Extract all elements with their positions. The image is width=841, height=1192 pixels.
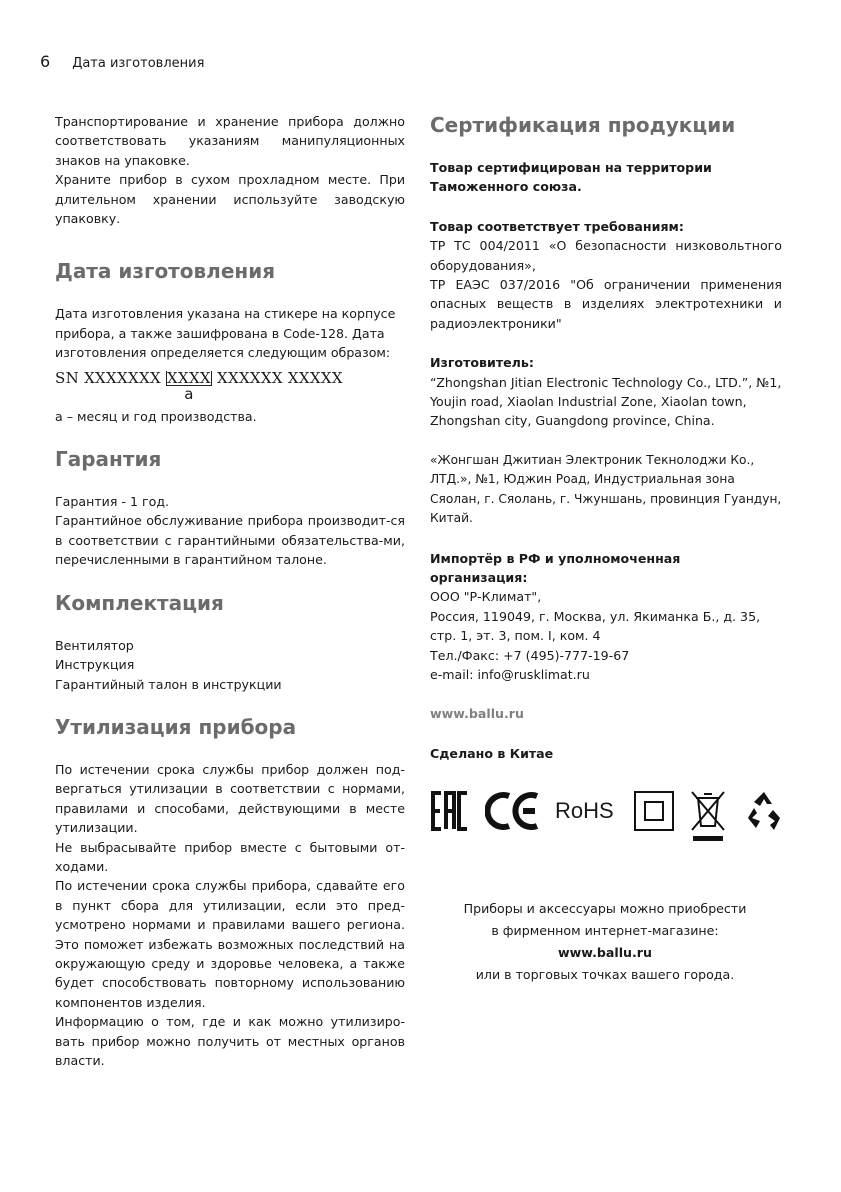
importer-line: стр. 1, эт. 3, пом. I, ком. 4 bbox=[430, 628, 601, 644]
weee-bin-icon bbox=[688, 788, 728, 850]
warranty-line: Гарантия - 1 год. bbox=[55, 494, 170, 510]
kit-item: Вентилятор bbox=[55, 637, 134, 653]
disposal-heading: Утилизация прибора bbox=[55, 714, 297, 739]
importer-line: ООО "Р-Климат", bbox=[430, 589, 542, 605]
requirement: ТР ТС 004/2011 «О безопасности низковольтного оборудования», bbox=[430, 238, 782, 273]
maker-label: Изготовитель: bbox=[430, 355, 534, 371]
shop-line: или в торговых точках вашего города. bbox=[475, 967, 735, 982]
requirements-label: Товар соответствует требованиям: bbox=[430, 218, 684, 234]
recycle-icon bbox=[742, 788, 786, 836]
shop-line: в фирменном интернет-магазине: bbox=[491, 923, 719, 938]
shop-info bbox=[420, 898, 790, 986]
double-insulation-icon bbox=[633, 790, 675, 836]
date-heading: Дата изготовления bbox=[55, 259, 276, 284]
eac-mark bbox=[430, 790, 470, 836]
importer-line: Россия, 119049, г. Москва, ул. Якиманка Б., д. 35, bbox=[430, 608, 761, 624]
kit-item: Гарантийный талон в инструкции bbox=[55, 676, 282, 692]
serial-letter: a bbox=[184, 384, 194, 403]
importer-label: Импортёр в РФ и уполномоченная организация: bbox=[430, 550, 681, 585]
date-text: Дата изготовления указана на стикере на корпусе прибора, а также зашифрована в Code-128. Дата изготовления определяется следующим образом: bbox=[55, 306, 396, 361]
made-in: Сделано в Китае bbox=[430, 745, 554, 761]
requirement: ТР ЕАЭС 037/2016 "Об ограничении применения опасных веществ в изделиях электротехники и радиоэлектроники" bbox=[430, 277, 782, 331]
header-title: Дата изготовления bbox=[72, 56, 205, 71]
certification-marks bbox=[430, 788, 786, 848]
maker-ru: «Жонгшан Джитиан Электроник Текнолоджи Ко., ЛТД.», №1, Юджин Роад, Индустриальная зона Сяолан, г. Сяолань, г. Чжуншань, провинция Гуандун, Китай. bbox=[430, 452, 782, 526]
disposal-text: По истечении срока службы прибор должен под-вергаться утилизации в соответствии с нормами, правилами и способами, действующими в месте утилизации. bbox=[55, 761, 405, 836]
cert-heading: Сертификация продукции bbox=[430, 113, 736, 137]
disposal-text: По истечении срока службы прибора, сдавайте его в пункт сбора для утилизации, если это пред-усмотрено нормами и правилами вашего региона. Это поможет избежать возможных последствий на окружающую среду и здоровье человека, а также будет способствовать повторному использованию компонентов изделия. bbox=[55, 878, 405, 1010]
page-header bbox=[40, 52, 204, 71]
left-column bbox=[55, 112, 405, 1070]
warranty-text: Гарантийное обслуживание прибора производит-ся в соответствии с гарантийными обязательства-ми, перечисленными в гарантийном талоне. bbox=[55, 513, 405, 568]
rohs-mark: RoHS bbox=[555, 798, 614, 823]
importer-email: e-mail: info@rusklimat.ru bbox=[430, 666, 590, 682]
website-link[interactable]: www.ballu.ru bbox=[430, 706, 524, 722]
right-column bbox=[430, 112, 782, 763]
disposal-text: Информацию о том, где и как можно утилизиро-вать прибор можно получить от местных органов власти. bbox=[55, 1014, 405, 1068]
importer-line: Тел./Факс: +7 (495)-777-19-67 bbox=[430, 647, 630, 663]
shop-line: Приборы и аксессуары можно приобрести bbox=[463, 901, 747, 916]
cert-text: Товар сертифицирован на территории Таможенного союза. bbox=[430, 160, 712, 195]
storage-text-2: Храните прибор в сухом прохладном месте. При длительном хранении используйте заводскую упаковку. bbox=[55, 172, 405, 227]
date-note: а – месяц и год производства. bbox=[55, 408, 257, 424]
kit-heading: Комплектация bbox=[55, 590, 224, 615]
page-number: 6 bbox=[40, 52, 51, 71]
kit-item: Инструкция bbox=[55, 657, 135, 673]
maker-en: “Zhongshan Jitian Electronic Technology Co., LTD.”, №1, Youjin road, Xiaolan Industrial Zone, Xiaolan town, Zhongshan city, Guangdong province, China. bbox=[430, 374, 782, 429]
storage-text: Транспортирование и хранение прибора должно соответствовать указаниям манипуляционных знаков на упаковке. bbox=[55, 114, 405, 168]
disposal-text: Не выбрасывайте прибор вместе с бытовыми от-ходами. bbox=[55, 839, 405, 874]
ce-mark bbox=[485, 790, 541, 836]
shop-website[interactable]: www.ballu.ru bbox=[558, 945, 652, 960]
warranty-heading: Гарантия bbox=[55, 447, 162, 472]
serial-format: SN XXXXXXX XXXX a XXXXXX XXXXX bbox=[55, 368, 343, 403]
